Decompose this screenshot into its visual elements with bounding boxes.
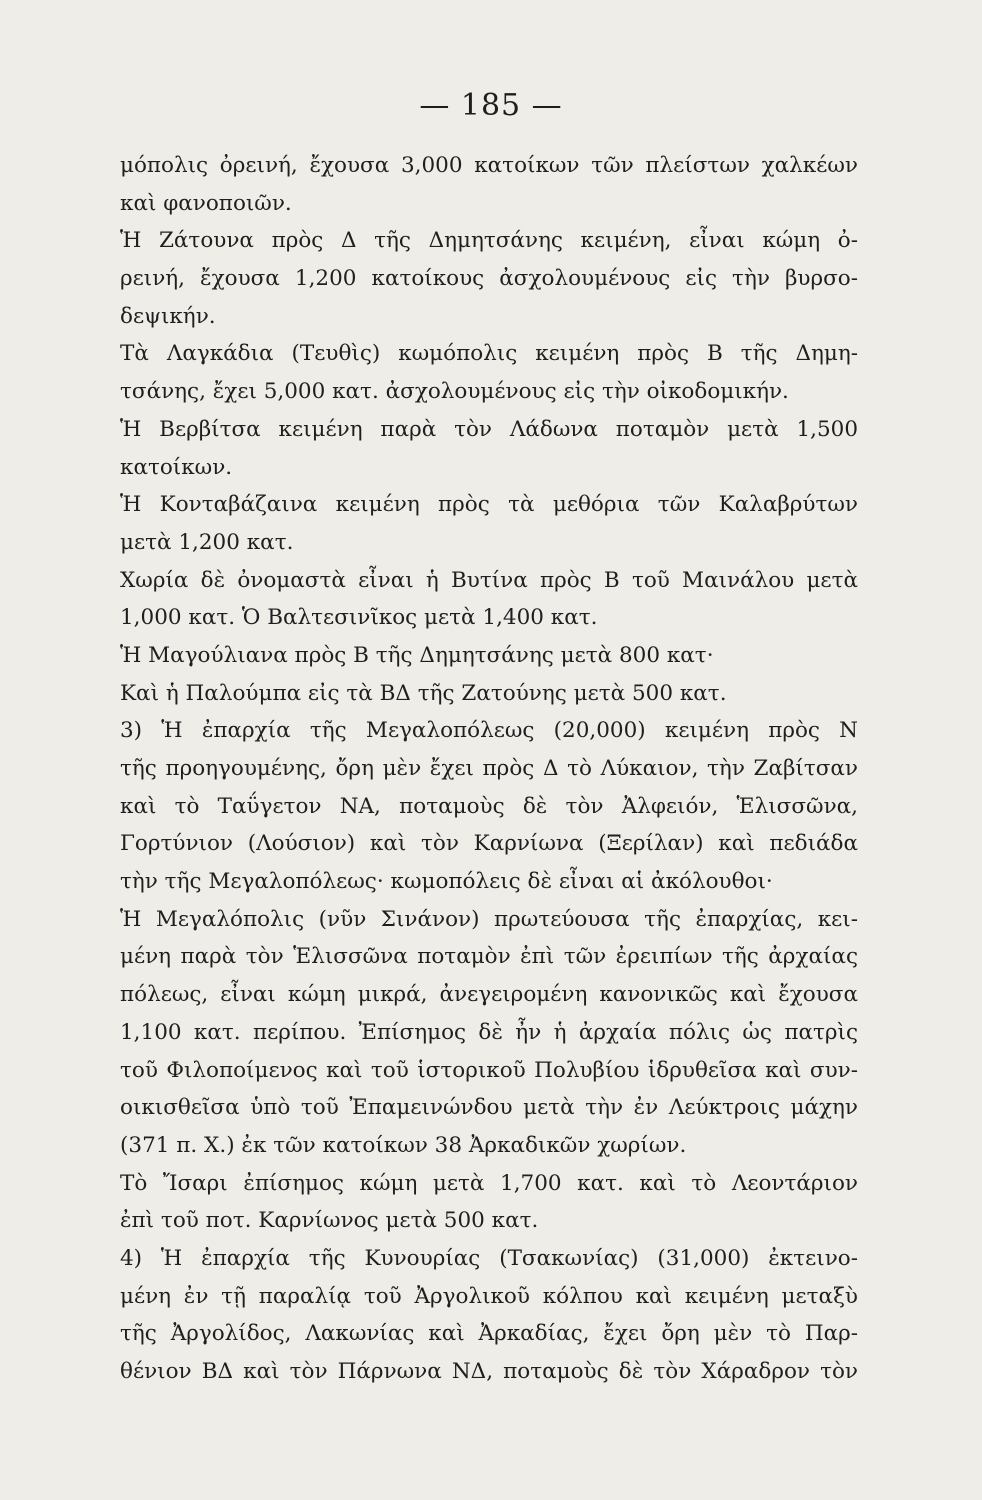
text-line: 3) Ἡ ἐπαρχία τῆς Μεγαλοπόλεως (20,000) κειμένη πρὸς Ν — [120, 718, 858, 744]
text-line: 1,000 κατ. Ὁ Βαλτεσινῖκος μετὰ 1,400 κατ. — [120, 605, 598, 631]
text-line: Τὰ Λαγκάδια (Τευθὶς) κωμόπολις κειμένη πρὸς Β τῆς Δημη- — [120, 341, 858, 367]
text-line: (371 π. Χ.) ἐκ τῶν κατοίκων 38 Ἀρκαδικῶν χωρίων. — [120, 1132, 687, 1158]
text-line: πόλεως, εἶναι κώμη μικρά, ἀνεγειρομένη κανονικῶς καὶ ἔχουσα — [120, 982, 858, 1008]
text-line: θένιον ΒΔ καὶ τὸν Πάρνωνα ΝΔ, ποταμοὺς δὲ τὸν Χάραδρον τὸν — [120, 1359, 858, 1384]
text-line: μένη ἐν τῇ παραλίᾳ τοῦ Ἀργολικοῦ κόλπου καὶ κειμένη μεταξὺ — [120, 1283, 858, 1309]
text-line: Ἡ Κονταβάζαινα κειμένη πρὸς τὰ μεθόρια τῶν Καλαβρύτων — [120, 492, 858, 518]
text-line: Χωρία δὲ ὀνομαστὰ εἶναι ἡ Βυτίνα πρὸς Β τοῦ Μαινάλου μετὰ — [120, 567, 858, 593]
text-line: Ἡ Βερβίτσα κειμένη παρὰ τὸν Λάδωνα ποταμὸν μετὰ 1,500 — [120, 416, 858, 442]
text-line: Ἡ Ζάτουνα πρὸς Δ τῆς Δημητσάνης κειμένη, εἶναι κώμη ὀ- — [120, 228, 858, 254]
text-line: κατοίκων. — [120, 454, 233, 480]
text-line: μένη παρὰ τὸν Ἑλισσῶνα ποταμὸν ἐπὶ τῶν ἐρειπίων τῆς ἀρχαίας — [120, 944, 858, 970]
text-line: ρεινή, ἔχουσα 1,200 κατοίκους ἀσχολουμένους εἰς τὴν βυρσο- — [120, 266, 858, 292]
body-text — [120, 147, 858, 1391]
text-line: τσάνης, ἔχει 5,000 κατ. ἀσχολουμένους εἰς τὴν οἰκοδομικήν. — [120, 379, 789, 405]
text-line: τῆς Ἀργολίδος, Λακωνίας καὶ Ἀρκαδίας, ἔχει ὄρη μὲν τὸ Παρ- — [120, 1321, 858, 1347]
text-line: τοῦ Φιλοποίμενος καὶ τοῦ ἱστορικοῦ Πολυβίου ἱδρυθεῖσα καὶ συν- — [120, 1057, 858, 1083]
text-line: Ἡ Μαγούλιανα πρὸς Β τῆς Δημητσάνης μετὰ 800 κατ· — [120, 642, 714, 668]
text-line: 1,100 κατ. περίπου. Ἐπίσημος δὲ ἦν ἡ ἀρχαία πόλις ὡς πατρὶς — [120, 1019, 858, 1045]
text-line: δεψικήν. — [120, 303, 216, 329]
text-line: τῆς προηγουμένης, ὄρη μὲν ἔχει πρὸς Δ τὸ Λύκαιον, τὴν Ζαβίτσαν — [120, 756, 858, 781]
text-line: οικισθεῖσα ὑπὸ τοῦ Ἐπαμεινώνδου μετὰ τὴν ἐν Λεύκτροις μάχην — [120, 1095, 858, 1121]
text-line: μόπολις ὀρεινή, ἔχουσα 3,000 κατοίκων τῶν πλείστων χαλκέων — [120, 153, 858, 178]
text-line: Ἡ Μεγαλόπολις (νῦν Σινάνον) πρωτεύουσα τῆς ἐπαρχίας, κει- — [120, 906, 858, 932]
text-line: Καὶ ἡ Παλούμπα εἰς τὰ ΒΔ τῆς Ζατούνης μετὰ 500 κατ. — [120, 680, 727, 706]
text-line: καὶ φανοποιῶν. — [120, 190, 292, 216]
page-number: — 185 — — [419, 88, 563, 123]
text-line: καὶ τὸ Ταΰγετον ΝΑ, ποταμοὺς δὲ τὸν Ἀλφειόν, Ἑλισσῶνα, — [120, 793, 858, 819]
text-line: μετὰ 1,200 κατ. — [120, 529, 294, 555]
text-line: Τὸ Ἴσαρι ἐπίσημος κώμη μετὰ 1,700 κατ. καὶ τὸ Λεοντάριον — [120, 1170, 858, 1196]
text-line: τὴν τῆς Μεγαλοπόλεως· κωμοπόλεις δὲ εἶναι αἱ ἀκόλουθοι· — [120, 869, 773, 895]
text-line: Γορτύνιον (Λούσιον) καὶ τὸν Καρνίωνα (Ξερίλαν) καὶ πεδιάδα — [120, 831, 858, 857]
text-line: 4) Ἡ ἐπαρχία τῆς Κυνουρίας (Τσακωνίας) (31,000) ἐκτεινο- — [120, 1245, 858, 1271]
text-line: ἐπὶ τοῦ ποτ. Καρνίωνος μετὰ 500 κατ. — [120, 1208, 539, 1234]
